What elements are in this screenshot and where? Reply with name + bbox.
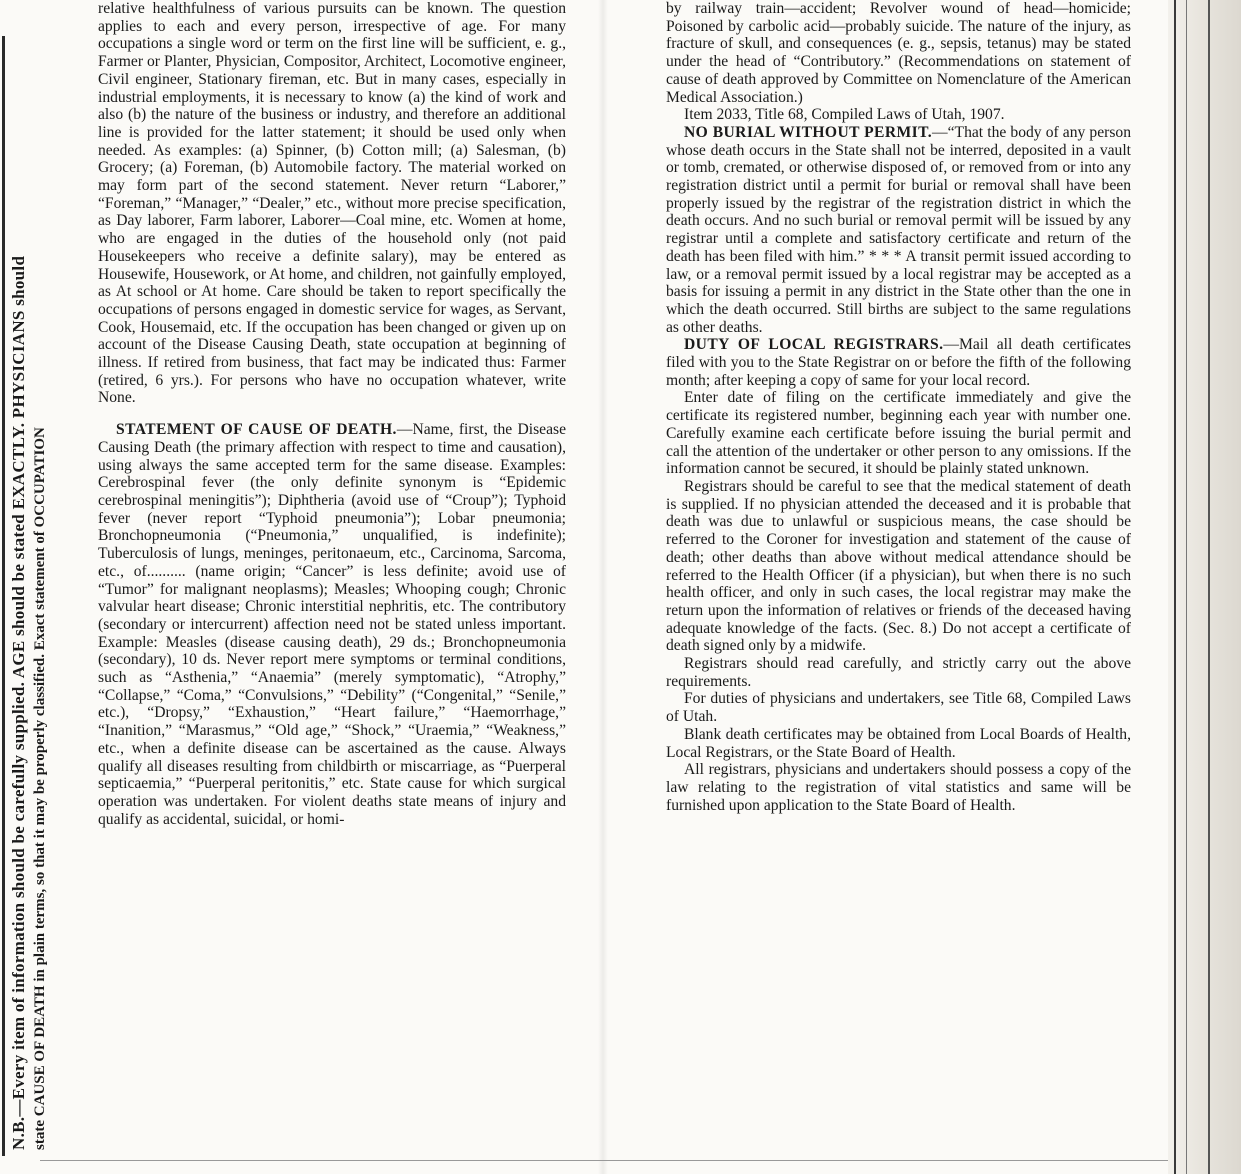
margin-note-line-2: state CAUSE OF DEATH in plain terms, so that it may be properly classified. Exact statement of OCCUPATION [32, 427, 48, 1150]
registrars-duty-heading: DUTY OF LOCAL REGISTRARS. [684, 336, 944, 354]
page-fold [598, 0, 608, 1174]
left-margin [0, 0, 64, 1174]
duties-reference-paragraph: For duties of physicians and undertakers, see Title 68, Compiled Laws of Utah. [666, 690, 1131, 726]
law-citation: Item 2033, Title 68, Compiled Laws of Utah, 1907. [684, 106, 1005, 124]
burial-permit-paragraph [666, 124, 1131, 336]
right-column [666, 0, 1131, 814]
blank-certificates-paragraph: Blank death certificates may be obtained from Local Boards of Health, Local Registrars, or the State Board of Health. [666, 725, 1131, 761]
registrars-duty-paragraph [666, 336, 1131, 389]
cause-of-death-heading: STATEMENT OF CAUSE OF DEATH. [116, 421, 397, 439]
margin-note-line-1: N.B.—Every item of information should be carefully supplied. AGE should be stated EXACTLY. PHYSICIANS should [9, 255, 28, 1150]
burial-permit-heading: NO BURIAL WITHOUT PERMIT. [684, 123, 933, 141]
cause-of-death-paragraph [98, 421, 566, 828]
left-column [98, 0, 566, 828]
margin-note [8, 0, 50, 1150]
cause-of-death-text: —Name, first, the Disease Causing Death (the primary affection with respect to time and causation), using always the same accepted term for the same disease. Examples: Cerebrospinal fever (the only definite synonym is “Epidemic cerebrospinal meningitis”); Diphtheria (avoid use of “Croup”); Typhoid fever (never report “Typhoid pneumonia”); Lobar pneumonia; Bronchopneumonia (“Pneumonia,” unqualified, is indefinite); Tuberculosis of lungs, meninges, peritonaeum, etc., Carcinoma, Sarcoma, etc., of.......... (name origin; “Cancer” is less definite; avoid use of “Tumor” for malignant neoplasms); Measles; Whooping cough; Chronic valvular heart disease; Chronic interstitial nephritis, etc. The contributory (secondary or intercurrent) affection need not be stated unless important. Example: Measles (disease causing death), 29 ds.; Bronchopneumonia (secondary), 10 ds. Never report mere symptoms or terminal conditions, such as “Asthenia,” “Anaemia” (merely symptomatic), “Atrophy,” “Collapse,” “Coma,” “Convulsions,” “Debility” (“Congenital,” “Senile,” etc.), “Dropsy,” “Exhaustion,” “Heart failure,” “Haemorrhage,” “Inanition,” “Marasmus,” “Old age,” “Shock,” “Uraemia,” “Weakness,” etc., when a definite disease can be ascertained as the cause. Always qualify all diseases resulting from childbirth or miscarriage, as “Puerperal septicaemia,” “Puerperal peritonitis,” etc. State cause for which surgical operation was undertaken. For violent deaths state means of injury and qualify as accidental, suicidal, or homi- [98, 421, 566, 828]
filing-paragraph: Enter date of filing on the certificate immediately and give the certificate its registered number, beginning each year with number one. Carefully examine each certificate before issuing the burial permit and call the attention of the undertaker or other person to any omissions. If the information cannot be secured, it should be plainly stated unknown. [666, 389, 1131, 478]
occupation-paragraph: relative healthfulness of various pursuits can be known. The question applies to each and every person, irrespective of age. For many occupations a single word or term on the first line will be sufficient, e. g., Farmer or Planter, Physician, Compositor, Architect, Locomotive engineer, Civil engineer, Stationary fireman, etc. But in many cases, especially in industrial employments, it is necessary to know (a) the kind of work and also (b) the nature of the business or industry, and therefore an additional line is provided for the latter statement; it should be used only when needed. As examples: (a) Spinner, (b) Cotton mill; (a) Salesman, (b) Grocery; (a) Foreman, (b) Automobile factory. The material worked on may form part of the second statement. Never return “Laborer,” “Foreman,” “Manager,” “Dealer,” etc., without more precise specification, as Day laborer, Farm laborer, Laborer—Coal mine, etc. Women at home, who are engaged in the duties of the household only (not paid Housekeepers who receive a definite salary), may be entered as Housewife, Housework, or At home, and children, not gainfully employed, as At school or At home. Care should be taken to report specifically the occupations of persons engaged in domestic service for wages, as Servant, Cook, Housemaid, etc. If the occupation has been changed or given up on account of the Disease Causing Death, state occupation at beginning of illness. If retired from business, that fact may be indicated thus: Farmer (retired, 6 yrs.). For persons who have no occupation whatever, write None. [98, 0, 566, 407]
bottom-rule [40, 1160, 1168, 1161]
page-edge [1168, 0, 1241, 1174]
margin-rule [2, 36, 5, 1156]
burial-permit-text: —“That the body of any person whose death occurs in the State shall not be interred, deposited in a vault or tomb, cremated, or otherwise disposed of, or removed from or into any registration district until a permit for burial or removal shall have been properly issued by the registrar of the registration district in which the death occurs. And no such burial or removal permit will be issued by any registrar until a complete and satisfactory certificate and return of the death has been filed with him.” * * * A transit permit issued according to law, or a removal permit issued by a local registrar may be accepted as a basis for issuing a permit in any district in the State other than the one in which the death occurred. Still births are subject to the same regulations as other deaths. [666, 123, 1131, 336]
requirements-paragraph: Registrars should read carefully, and strictly carry out the above requirements. [666, 655, 1131, 690]
law-copy-paragraph: All registrars, physicians and undertakers should possess a copy of the law relating to the registration of vital statistics and same will be furnished upon application to the State Board of Health. [666, 761, 1131, 814]
medical-statement-paragraph: Registrars should be careful to see that the medical statement of death is supplied. If no physician attended the deceased and it is probable that death was due to unlawful or suspicious means, the case should be referred to the Coroner for investigation and statement of the cause of death; other deaths than above without medical attendance should be referred to the Health Officer (if a physician), but when there is no such health officer, and only in such cases, the local registrar may make the return upon the information of relatives or friends of the deceased having adequate knowledge of the facts. (Sec. 8.) Do not accept a certificate of death signed only by a midwife. [666, 477, 1131, 655]
registrars-duty-text: —Mail all death certificates filed with you to the State Registrar on or before the fifth of the following month; after keeping a copy of same for your local record. [666, 336, 1131, 389]
injury-paragraph: by railway train—accident; Revolver wound of head—homicide; Poisoned by carbolic acid—probably suicide. The nature of the injury, as fracture of skull, and consequences (e. g., sepsis, tetanus) may be stated under the head of “Contributory.” (Recommendations on statement of cause of death approved by Committee on Nomenclature of the American Medical Association.) [666, 0, 1131, 106]
